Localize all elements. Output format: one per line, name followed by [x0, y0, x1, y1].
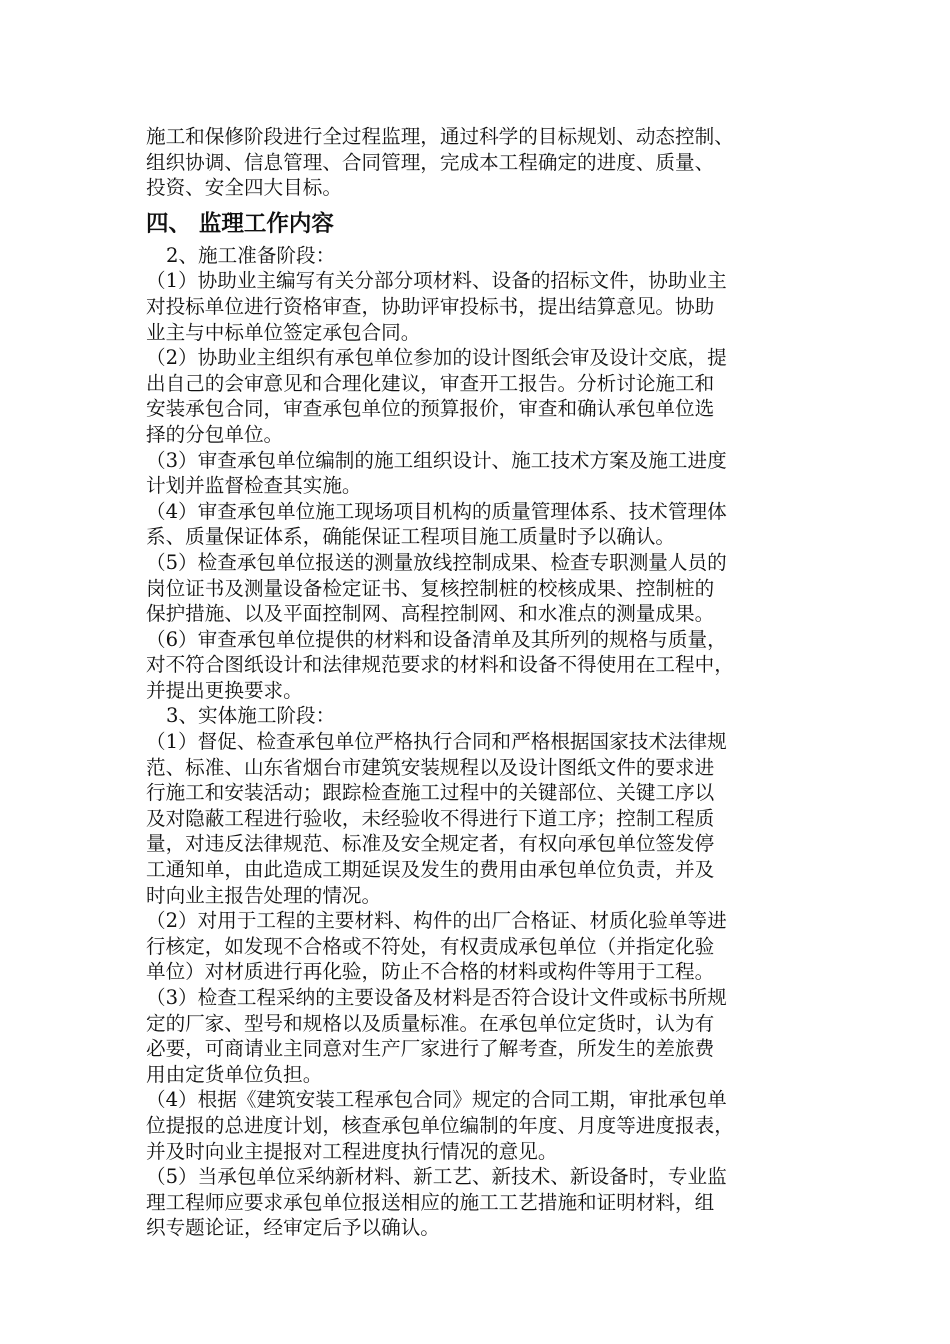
- paragraph-line: 计划并监督检查其实施。: [146, 474, 362, 498]
- paragraph-line: 位提报的总进度计划，核查承包单位编制的年度、月度等进度报表，: [146, 1113, 734, 1137]
- paragraph-line: 系、质量保证体系，确能保证工程项目施工质量时予以确认。: [146, 525, 676, 549]
- intro-line: 投资、安全四大目标。: [146, 176, 342, 200]
- paragraph-line: 用由定货单位负担。: [146, 1062, 323, 1086]
- paragraph-line: （5）当承包单位采纳新材料、新工艺、新技术、新设备时，专业监: [146, 1165, 727, 1189]
- paragraph-line: 出自己的会审意见和合理化建议，审查开工报告。分析讨论施工和: [146, 371, 715, 395]
- stage3-item-3: [146, 985, 816, 1087]
- paragraph-line: 保护措施、以及平面控制网、高程控制网、和水准点的测量成果。: [146, 602, 715, 626]
- stage2-item-6: [146, 627, 816, 704]
- paragraph-line: 工通知单，由此造成工期延误及发生的费用由承包单位负责，并及: [146, 858, 715, 882]
- paragraph-line: （4）根据《建筑安装工程承包合同》规定的合同工期，审批承包单: [146, 1088, 727, 1112]
- stage3-section: [146, 703, 816, 1240]
- intro-paragraph: [146, 124, 816, 201]
- paragraph-line: （1）督促、检查承包单位严格执行合同和严格根据国家技术法律规: [146, 730, 727, 754]
- paragraph-line: （3）检查工程采纳的主要设备及材料是否符合设计文件或标书所规: [146, 986, 727, 1009]
- document-page: [146, 124, 816, 1241]
- paragraph-line: 安装承包合同，审查承包单位的预算报价，审查和确认承包单位选: [146, 397, 715, 421]
- paragraph-line: 定的厂家、型号和规格以及质量标准。在承包单位定货时，认为有: [146, 1011, 715, 1035]
- paragraph-line: 行核定，如发现不合格或不符处，有权责成承包单位（并指定化验: [146, 934, 715, 958]
- stage2-item-3: [146, 448, 816, 499]
- intro-line: 组织协调、信息管理、合同管理，完成本工程确定的进度、质量、: [146, 150, 715, 174]
- paragraph-line: （2）协助业主组织有承包单位参加的设计图纸会审及设计交底，提: [146, 346, 727, 370]
- stage3-item-1: [146, 729, 816, 908]
- paragraph-line: （1）协助业主编写有关分部分项材料、设备的招标文件，协助业主: [146, 269, 727, 293]
- paragraph-line: 对投标单位进行资格审查，协助评审投标书，提出结算意见。协助: [146, 294, 715, 318]
- paragraph-line: （6）审查承包单位提供的材料和设备清单及其所列的规格与质量，: [146, 627, 727, 651]
- stage2-title: 2、施工准备阶段：: [166, 243, 336, 267]
- stage2-item-5: [146, 550, 816, 627]
- paragraph-line: 对不符合图纸设计和法律规范要求的材料和设备不得使用在工程中，: [146, 653, 734, 677]
- paragraph-line: （3）审查承包单位编制的施工组织设计、施工技术方案及施工进度: [146, 448, 727, 472]
- stage2-section: [146, 243, 816, 704]
- paragraph-line: 范、标准、山东省烟台市建筑安装规程以及设计图纸文件的要求进: [146, 755, 715, 779]
- stage2-item-4: [146, 499, 816, 550]
- paragraph-line: 岗位证书及测量设备检定证书、复核控制桩的校核成果、控制桩的: [146, 576, 715, 600]
- paragraph-line: 及对隐蔽工程进行验收，未经验收不得进行下道工序；控制工程质: [146, 806, 715, 830]
- paragraph-line: （4）审查承包单位施工现场项目机构的质量管理体系、技术管理体: [146, 499, 727, 523]
- paragraph-line: 时向业主报告处理的情况。: [146, 883, 382, 907]
- paragraph-line: 业主与中标单位签定承包合同。: [146, 320, 421, 344]
- paragraph-line: 并提出更换要求。: [146, 678, 303, 702]
- stage3-item-4: [146, 1087, 816, 1164]
- stage2-item-2: [146, 345, 816, 447]
- stage3-title: 3、实体施工阶段：: [166, 704, 336, 728]
- stage3-item-2: [146, 908, 816, 985]
- paragraph-line: 量，对违反法律规范、标准及安全规定者，有权向承包单位签发停: [146, 832, 715, 856]
- paragraph-line: 理工程师应要求承包单位报送相应的施工工艺措施和证明材料，组: [146, 1190, 715, 1214]
- paragraph-line: （5）检查承包单位报送的测量放线控制成果、检查专职测量人员的: [146, 550, 727, 574]
- paragraph-line: 必要，可商请业主同意对生产厂家进行了解考查，所发生的差旅费: [146, 1037, 715, 1061]
- paragraph-line: （2）对用于工程的主要材料、构件的出厂合格证、材质化验单等进: [146, 909, 727, 933]
- section-heading: 四、 监理工作内容: [146, 210, 334, 237]
- paragraph-line: 并及时向业主提报对工程进度执行情况的意见。: [146, 1139, 558, 1163]
- paragraph-line: 行施工和安装活动；跟踪检查施工过程中的关键部位、关键工序以: [146, 781, 715, 805]
- stage3-item-5: [146, 1164, 816, 1241]
- paragraph-line: 择的分包单位。: [146, 422, 284, 446]
- paragraph-line: 织专题论证，经审定后予以确认。: [146, 1216, 440, 1240]
- paragraph-line: 单位）对材质进行再化验，防止不合格的材料或构件等用于工程。: [146, 960, 715, 984]
- stage2-item-1: [146, 268, 816, 345]
- intro-line: 施工和保修阶段进行全过程监理，通过科学的目标规划、动态控制、: [146, 125, 734, 148]
